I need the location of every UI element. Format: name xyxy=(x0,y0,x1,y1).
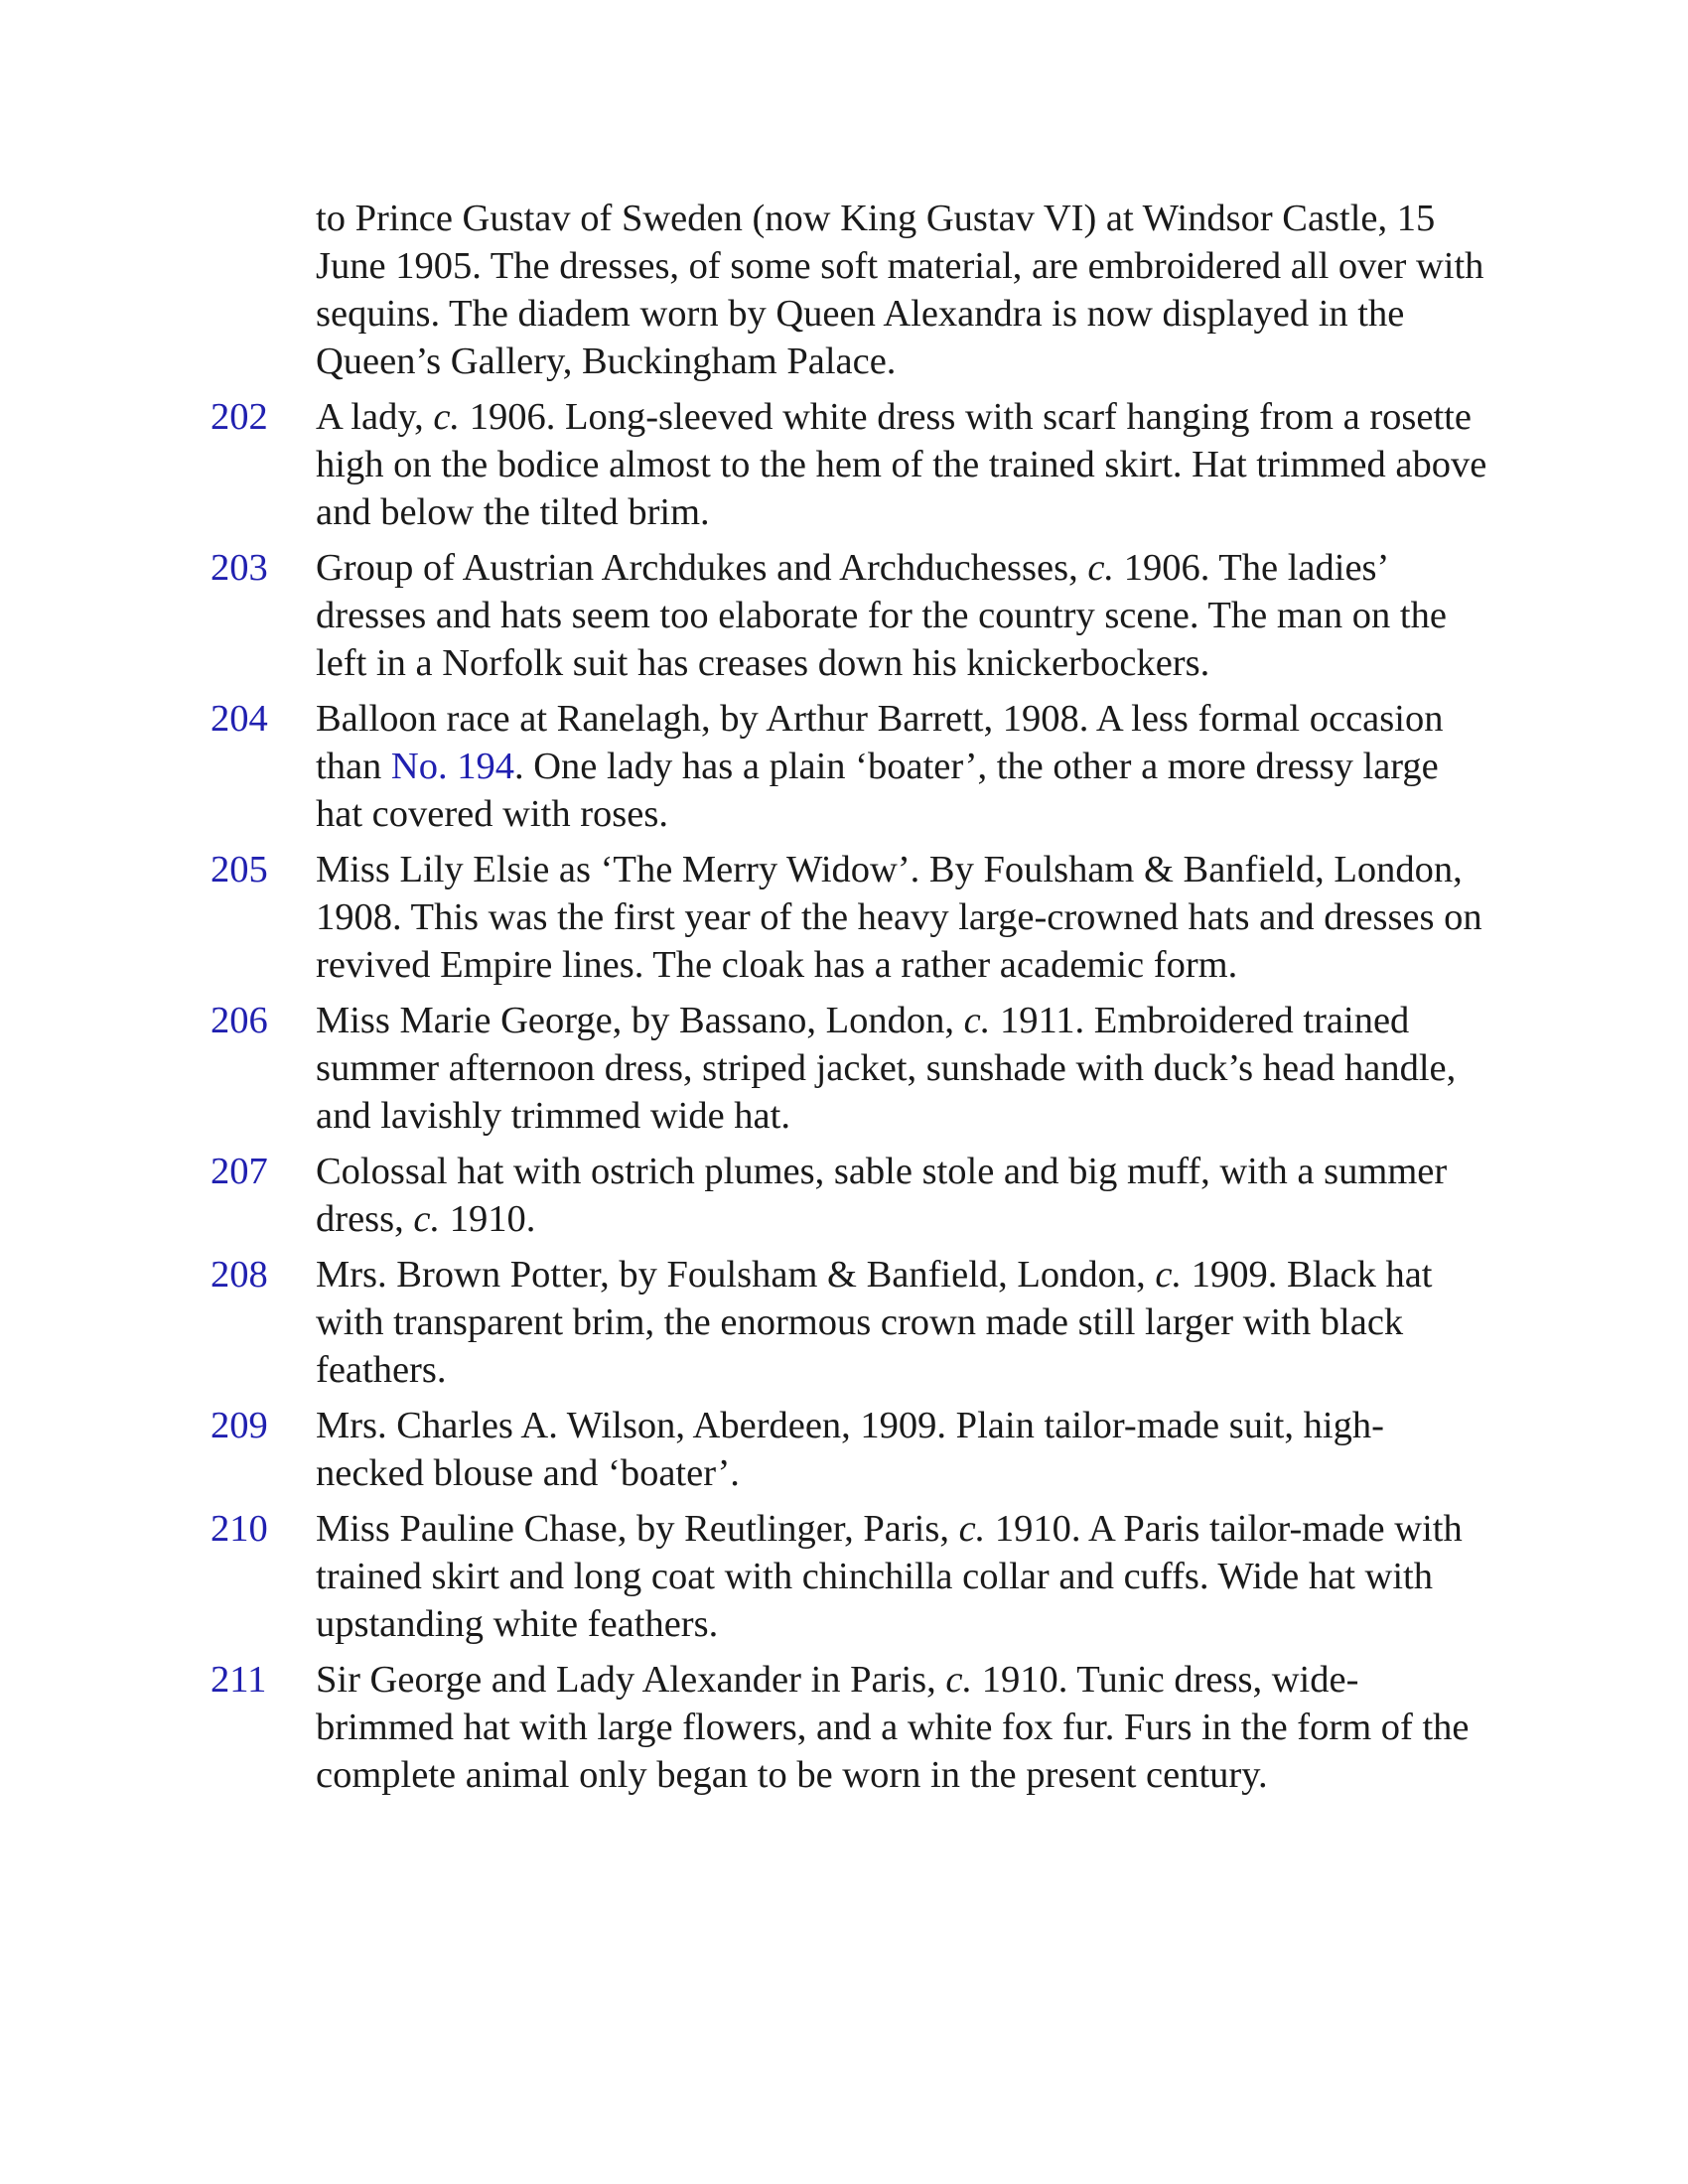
caption-entry-207 xyxy=(211,1148,1501,1243)
entry-text: Colossal hat with ostrich plumes, sable stole and big muff, with a summer dress, c. 1910. xyxy=(316,1151,1448,1240)
entry-number[interactable]: 210 xyxy=(211,1508,268,1550)
entry-number[interactable]: 202 xyxy=(211,396,268,438)
caption-entry-continuation xyxy=(211,195,1501,385)
caption-entry-211 xyxy=(211,1656,1501,1799)
caption-entry-204 xyxy=(211,695,1501,838)
caption-entry-205 xyxy=(211,846,1501,989)
entry-number[interactable]: 203 xyxy=(211,547,268,589)
entry-text: Miss Lily Elsie as ‘The Merry Widow’. By Foulsham & Banfield, London, 1908. This was the first year of the heavy large-crowned hats and dresses on revived Empire lines. The cloak has a rather academic form. xyxy=(316,849,1482,986)
caption-entry-208 xyxy=(211,1251,1501,1394)
entry-number[interactable]: 204 xyxy=(211,698,268,740)
entry-number[interactable]: 206 xyxy=(211,1000,268,1041)
entry-text: Group of Austrian Archdukes and Archduchesses, c. 1906. The ladies’ dresses and hats seem too elaborate for the country scene. The man on the left in a Norfolk suit has creases down his knickerbockers. xyxy=(316,547,1447,684)
cross-reference-link[interactable]: No. 194 xyxy=(390,746,514,787)
entry-text: Miss Pauline Chase, by Reutlinger, Paris, c. 1910. A Paris tailor-made with trained skirt and long coat with chinchilla collar and cuffs. Wide hat with upstanding white feathers. xyxy=(316,1508,1463,1645)
caption-entry-206 xyxy=(211,997,1501,1140)
entry-text: Mrs. Charles A. Wilson, Aberdeen, 1909. Plain tailor-made suit, high-necked blouse and ‘boater’. xyxy=(316,1405,1384,1494)
caption-list xyxy=(211,195,1501,1807)
caption-entry-210 xyxy=(211,1505,1501,1648)
entry-number[interactable]: 211 xyxy=(211,1659,267,1701)
caption-entry-209 xyxy=(211,1402,1501,1497)
entry-text: Balloon race at Ranelagh, by Arthur Barrett, 1908. A less formal occasion than No. 194. One lady has a plain ‘boater’, the other a more dressy large hat covered with roses. xyxy=(316,698,1444,835)
entry-number[interactable]: 209 xyxy=(211,1405,268,1446)
entry-text: Miss Marie George, by Bassano, London, c. 1911. Embroidered trained summer afternoon dress, striped jacket, sunshade with duck’s head handle, and lavishly trimmed wide hat. xyxy=(316,1000,1457,1137)
entry-text: Sir George and Lady Alexander in Paris, c. 1910. Tunic dress, wide-brimmed hat with large flowers, and a white fox fur. Furs in the form of the complete animal only began to be worn in the present century. xyxy=(316,1659,1470,1796)
entry-text: A lady, c. 1906. Long-sleeved white dress with scarf hanging from a rosette high on the bodice almost to the hem of the trained skirt. Hat trimmed above and below the tilted brim. xyxy=(316,396,1487,533)
entry-text: to Prince Gustav of Sweden (now King Gustav VI) at Windsor Castle, 15 June 1905. The dresses, of some soft material, are embroidered all over with sequins. The diadem worn by Queen Alexandra is now displayed in the Queen’s Gallery, Buckingham Palace. xyxy=(316,198,1484,382)
entry-number[interactable]: 205 xyxy=(211,849,268,890)
caption-entry-203 xyxy=(211,544,1501,687)
entry-number[interactable]: 208 xyxy=(211,1254,268,1296)
entry-number[interactable]: 207 xyxy=(211,1151,268,1192)
entry-text: Mrs. Brown Potter, by Foulsham & Banfield, London, c. 1909. Black hat with transparent brim, the enormous crown made still larger with black feathers. xyxy=(316,1254,1433,1391)
caption-entry-202 xyxy=(211,393,1501,536)
